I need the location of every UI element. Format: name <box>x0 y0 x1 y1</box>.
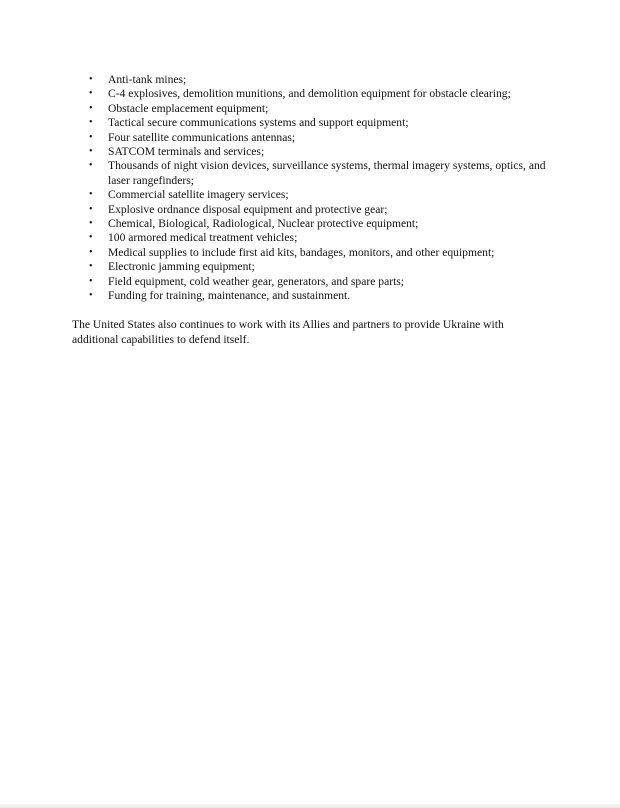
list-item <box>88 275 558 289</box>
bullet-icon: • <box>89 203 93 215</box>
list-item-text: Four satellite communications antennas; <box>108 130 296 144</box>
list-item <box>88 87 558 101</box>
list-item-text: 100 armored medical treatment vehicles; <box>108 231 298 245</box>
list-item <box>88 217 558 231</box>
list-item-text: Obstacle emplacement equipment; <box>108 101 269 115</box>
bullet-icon: • <box>89 218 93 230</box>
list-item-text: SATCOM terminals and services; <box>108 145 265 159</box>
list-item-text: Chemical, Biological, Radiological, Nuclear protective equipment; <box>108 217 419 231</box>
list-item <box>88 289 558 303</box>
list-item <box>88 231 558 245</box>
bullet-icon: • <box>89 146 93 158</box>
bullet-icon: • <box>89 102 93 114</box>
bullet-icon: • <box>89 261 93 273</box>
list-item-text: Medical supplies to include first aid kits, bandages, monitors, and other equipment; <box>108 245 495 259</box>
list-item-text: C-4 explosives, demolition munitions, and demolition equipment for obstacle clearing; <box>108 87 511 101</box>
list-item <box>88 260 558 274</box>
bullet-icon: • <box>89 189 93 201</box>
list-item <box>88 131 558 145</box>
bullet-icon: • <box>89 290 93 302</box>
list-item <box>88 102 558 116</box>
bullet-icon: • <box>89 160 93 172</box>
list-item-text: Electronic jamming equipment; <box>108 260 255 274</box>
list-item-text: Anti-tank mines; <box>108 73 187 86</box>
bullet-list <box>88 73 558 304</box>
page-bottom-edge <box>0 804 620 808</box>
list-item <box>88 116 558 130</box>
list-item-text: Field equipment, cold weather gear, generators, and spare parts; <box>108 274 405 288</box>
list-item-text: Commercial satellite imagery services; <box>108 188 289 202</box>
list-item <box>88 159 558 188</box>
list-item <box>88 145 558 159</box>
bullet-icon: • <box>89 275 93 287</box>
bullet-icon: • <box>89 232 93 244</box>
list-item-text: Funding for training, maintenance, and sustainment. <box>108 289 351 303</box>
list-item <box>88 203 558 217</box>
list-item <box>88 73 558 87</box>
list-item-text: Explosive ordnance disposal equipment and protective gear; <box>108 202 388 216</box>
list-item-text: Thousands of night vision devices, surveillance systems, thermal imagery systems, optics, and laser rangefinders; <box>108 159 546 187</box>
closing-paragraph: The United States also continues to work with its Allies and partners to provide Ukraine with additional capabilities to defend itself. <box>72 318 504 346</box>
bullet-icon: • <box>89 246 93 258</box>
list-item <box>88 188 558 202</box>
bullet-icon: • <box>89 131 93 143</box>
bullet-icon: • <box>89 74 93 85</box>
bullet-icon: • <box>89 117 93 129</box>
list-item <box>88 246 558 260</box>
list-item-text: Tactical secure communications systems and support equipment; <box>108 116 409 130</box>
bullet-icon: • <box>89 88 93 100</box>
